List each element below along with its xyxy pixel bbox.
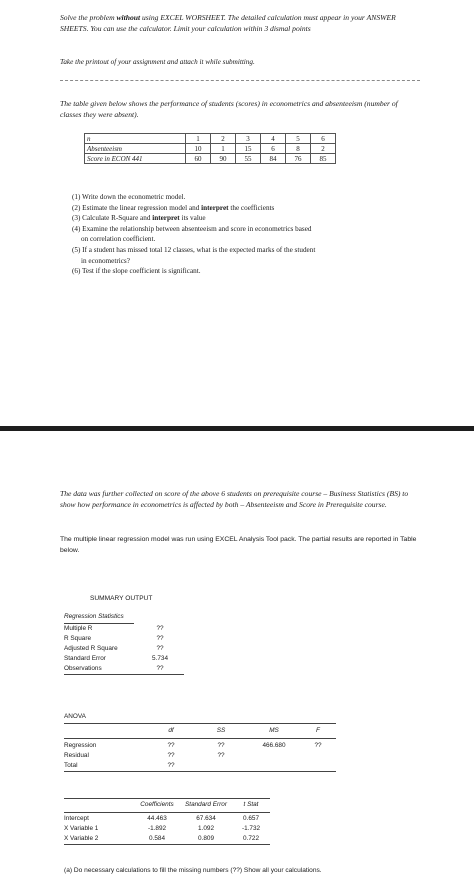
anova-df: ??	[167, 762, 175, 769]
coef-value: -1.892	[147, 825, 167, 832]
question-item: (6) Test if the slope coefficient is significant.	[72, 267, 201, 276]
stats-row	[64, 664, 184, 675]
coef-row	[64, 814, 270, 824]
coef-body	[64, 814, 270, 845]
question-list	[72, 192, 432, 277]
coef-header-row	[64, 800, 270, 810]
anova-ss: ??	[217, 742, 225, 749]
regression-stats-title: Regression Statistics	[64, 612, 134, 624]
question-a: (a) Do necessary calculations to fill the missing numbers (??) Show all your calculations.	[64, 867, 322, 874]
question-item: (3) Calculate R-Square and interpret its value	[72, 214, 206, 223]
stats-label: R Square	[64, 635, 91, 642]
coef-top-rule	[64, 798, 270, 799]
n-cell: 2	[211, 134, 236, 144]
n-cell: 1	[186, 134, 211, 144]
anova-ms	[248, 761, 300, 771]
data-table	[84, 133, 336, 164]
coef-t: -1.732	[241, 825, 261, 832]
coef-se: 1.092	[198, 825, 214, 832]
stats-label: Adjusted R Square	[64, 645, 118, 652]
row-header-absent: Absenteeism	[85, 144, 186, 154]
stats-value: ??	[156, 625, 164, 632]
dashed-divider	[60, 80, 420, 81]
score-cell: 85	[311, 154, 336, 164]
anova-f	[300, 761, 336, 771]
stats-value: ??	[156, 635, 164, 642]
score-cell: 55	[236, 154, 261, 164]
stats-value: 5.734	[152, 655, 168, 662]
coef-se: 67.634	[196, 815, 216, 822]
question-item: on correlation coefficient.	[81, 235, 156, 244]
stats-label: Observations	[64, 665, 102, 672]
printout-note: Take the printout of your assignment and attach it while submitting.	[60, 58, 255, 66]
score-cell: 76	[286, 154, 311, 164]
coef-value: 0.584	[149, 835, 165, 842]
anova-title: ANOVA	[64, 713, 86, 720]
anova-header-rule	[64, 738, 336, 739]
stats-row	[64, 634, 184, 644]
instructions-text-b: using EXCEL WORSHEET. The detailed calculation must appear in your ANSWER SHEETS. You can use the calculator. Limit your calculation within 3 dismal points	[60, 13, 396, 34]
anova-label: Total	[64, 762, 78, 769]
coef-t: 0.657	[243, 815, 259, 822]
coef-header-rule	[64, 812, 270, 813]
anova-header: MS	[269, 727, 279, 734]
anova-f	[300, 751, 336, 761]
instructions-bold: without	[116, 13, 141, 22]
coef-value: 44.463	[147, 815, 167, 822]
absent-cell: 2	[311, 144, 336, 154]
table-row-absent	[85, 144, 336, 154]
question-item: (1) Write down the econometric model.	[72, 193, 186, 201]
anova-header-row	[64, 726, 336, 736]
row-header-score: Score in ECON 441	[85, 154, 186, 164]
absent-cell: 6	[261, 144, 286, 154]
coef-t: 0.722	[243, 835, 259, 842]
n-cell: 6	[311, 134, 336, 144]
stats-label: Standard Error	[64, 655, 106, 662]
absent-cell: 10	[186, 144, 211, 154]
anova-ss: ??	[217, 752, 225, 759]
anova-label: Residual	[64, 752, 89, 759]
table-row-n	[85, 134, 336, 144]
table-intro: The table given below shows the performance of students (scores) in econometrics and absenteeism (number of classes they were absent).	[60, 99, 398, 120]
instructions-paragraph	[60, 12, 420, 35]
anova-row	[64, 741, 336, 751]
coef-label: X Variable 1	[64, 825, 99, 832]
anova-f: ??	[314, 742, 322, 749]
question-item: (4) Examine the relationship between absenteeism and score in econometrics based	[72, 224, 312, 233]
absent-cell: 15	[236, 144, 261, 154]
stats-value: ??	[156, 645, 164, 652]
anova-header: SS	[216, 727, 226, 734]
part2-intro: The data was further collected on score of the above 6 students on prerequisite course – Business Statistics (BS) to show how performance in econometrics is affected by both – Absenteeism and Score in Prerequisite course.	[60, 489, 409, 510]
coef-header: t Stat	[243, 801, 259, 808]
n-cell: 4	[261, 134, 286, 144]
score-cell: 90	[211, 154, 236, 164]
instructions-text-a: Solve the problem	[60, 13, 117, 22]
summary-output-title: SUMMARY OUTPUT	[90, 595, 153, 602]
stats-row	[64, 644, 184, 654]
page-separator	[0, 426, 474, 431]
question-item: (2) Estimate the linear regression model and interpret the coefficients	[72, 203, 275, 212]
coef-row	[64, 824, 270, 834]
table-row-score	[85, 154, 336, 164]
score-cell: 60	[186, 154, 211, 164]
anova-ms	[248, 751, 300, 761]
regression-stats-block	[64, 612, 184, 675]
absent-cell: 8	[286, 144, 311, 154]
part2-note: The multiple linear regression model was run using EXCEL Analysis Tool pack. The partial results are reported in Table below.	[60, 536, 417, 554]
anova-row	[64, 761, 336, 772]
score-cell: 84	[261, 154, 286, 164]
anova-ms: 466.680	[262, 742, 286, 749]
coef-header: Standard Error	[185, 801, 227, 808]
coef-header: Coefficients	[140, 801, 174, 808]
coef-se: 0.809	[198, 835, 214, 842]
n-cell: 5	[286, 134, 311, 144]
stats-row	[64, 624, 184, 634]
row-header-n: n	[85, 134, 186, 144]
anova-header: df	[168, 727, 174, 734]
stats-label: Multiple R	[64, 625, 93, 632]
anova-body	[64, 741, 336, 772]
coef-label: X Variable 2	[64, 835, 99, 842]
anova-top-rule	[64, 723, 336, 724]
anova-df: ??	[167, 752, 175, 759]
coef-label: Intercept	[64, 815, 89, 822]
stats-value: ??	[156, 665, 164, 672]
absent-cell: 1	[211, 144, 236, 154]
stats-row	[64, 654, 184, 664]
n-cell: 3	[236, 134, 261, 144]
anova-df: ??	[167, 742, 175, 749]
question-item: (5) If a student has missed total 12 classes, what is the expected marks of the student	[72, 245, 316, 254]
anova-row	[64, 751, 336, 761]
coef-row	[64, 834, 270, 845]
anova-label: Regression	[64, 742, 97, 749]
anova-header: F	[316, 727, 320, 734]
question-item: in econometrics?	[81, 256, 130, 265]
anova-ss	[194, 761, 248, 771]
